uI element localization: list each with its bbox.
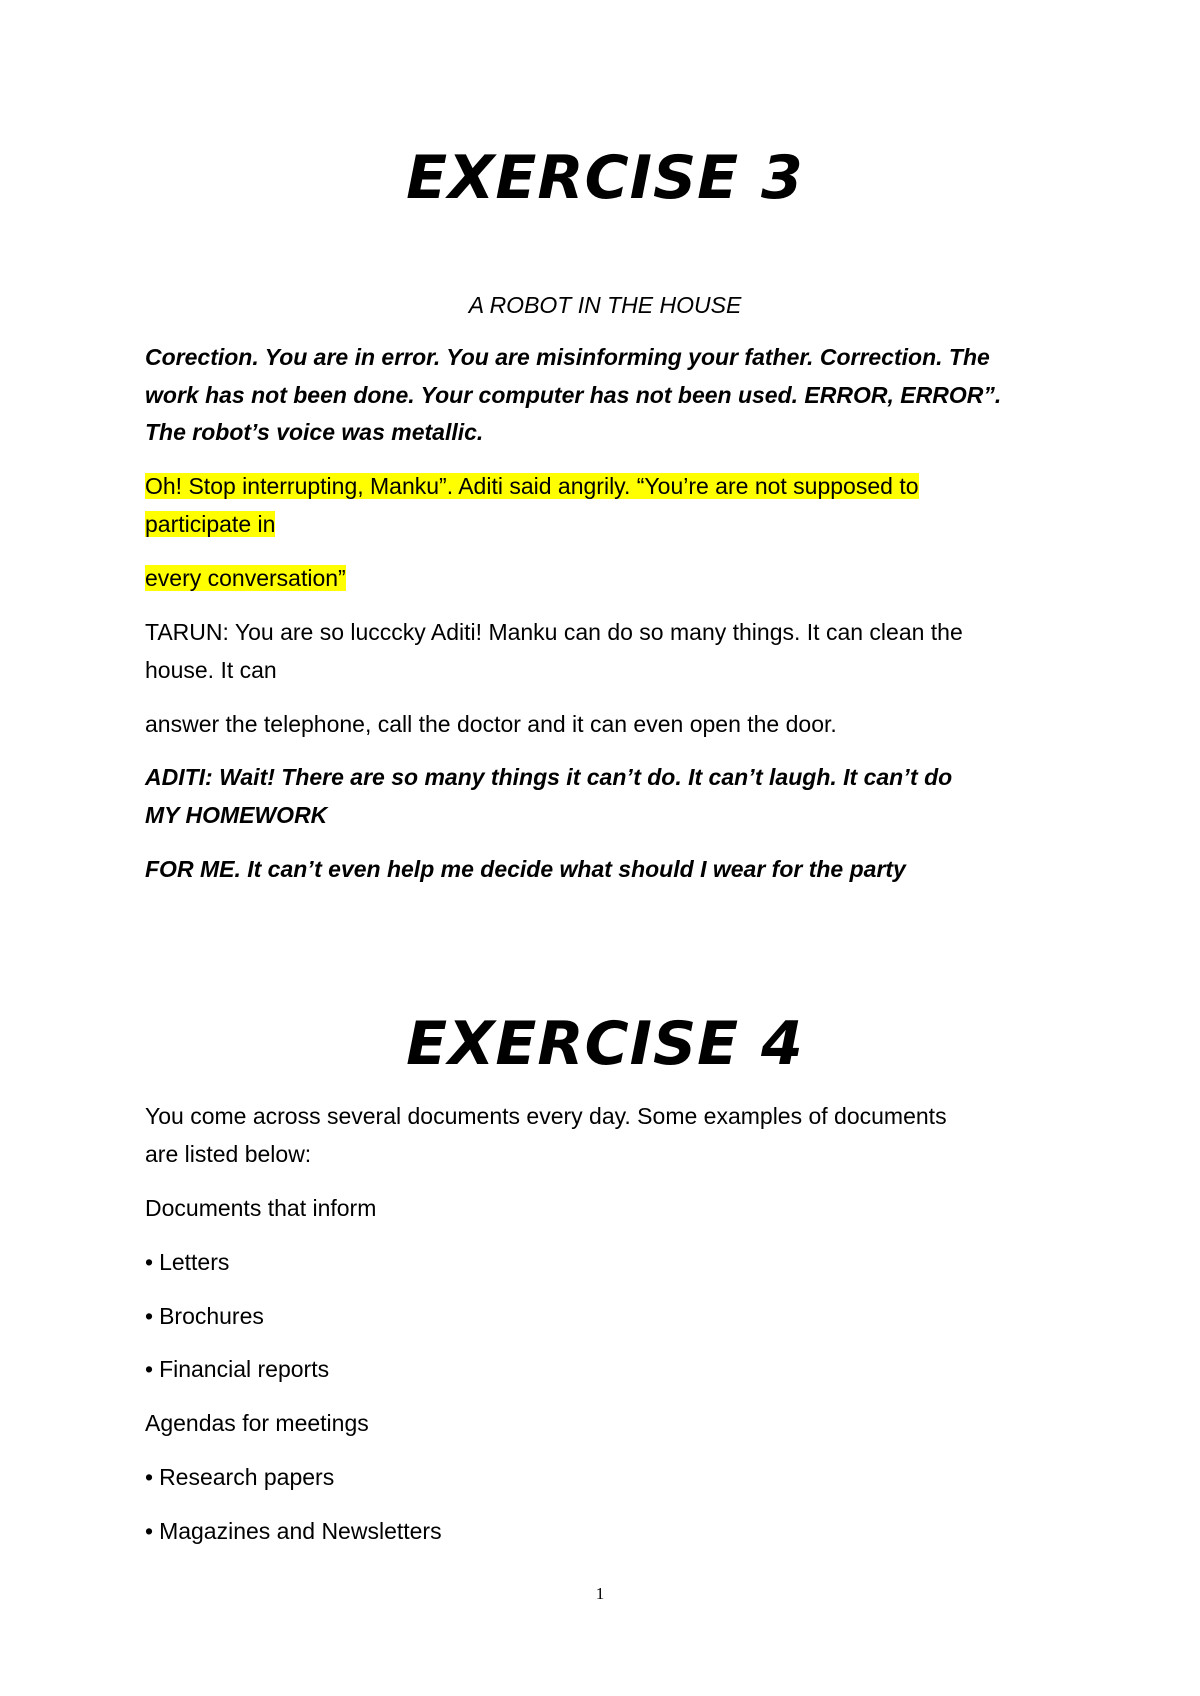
- bullet-icon: •: [145, 1249, 154, 1275]
- aditi-line-1: ADITI: Wait! There are so many things it can’t do. It can’t laugh. It can’t do: [145, 764, 953, 790]
- exercise-3-heading: EXERCISE 3: [406, 143, 804, 213]
- tarun-paragraph-continued: answer the telephone, call the doctor and it can even open the door.: [145, 711, 837, 737]
- highlight-line-3: every conversation”: [145, 565, 346, 591]
- exercise-4-heading: EXERCISE 4: [406, 1009, 804, 1079]
- highlight-paragraph-continued: [145, 560, 1065, 598]
- agendas-label: Agendas for meetings: [145, 1410, 369, 1436]
- list-item-letters: Letters: [159, 1249, 230, 1275]
- robot-line-3: The robot’s voice was metallic.: [145, 419, 484, 445]
- group-label: Documents that inform: [145, 1195, 377, 1221]
- robot-line-2: work has not been done. Your computer has not been used. ERROR, ERROR”.: [145, 381, 1002, 408]
- aditi-paragraph: [145, 759, 1065, 834]
- highlight-line-2: participate in: [145, 510, 276, 537]
- tarun-paragraph: [145, 614, 1065, 689]
- bullet-icon: •: [145, 1356, 154, 1382]
- bullet-icon: •: [145, 1518, 154, 1544]
- list-item-magazines: Magazines and Newsletters: [159, 1518, 442, 1544]
- list-item: [145, 1351, 1065, 1389]
- intro-line-2: are listed below:: [145, 1140, 312, 1167]
- bullet-icon: •: [145, 1464, 154, 1490]
- highlight-line-1: Oh! Stop interrupting, Manku”. Aditi said angrily. “You’re are not supposed to: [145, 473, 919, 499]
- tarun-line-2: house. It can: [145, 656, 277, 683]
- page-number: 1: [595, 1584, 605, 1603]
- list-item: [145, 1298, 1065, 1336]
- list-item-brochures: Brochures: [159, 1303, 264, 1329]
- robot-paragraph: [145, 339, 1065, 452]
- list-item: [145, 1244, 1065, 1282]
- exercise-4-intro: [145, 1098, 1065, 1173]
- list-item: [145, 1513, 1065, 1551]
- list-item-financial-reports: Financial reports: [159, 1356, 330, 1382]
- bullet-icon: •: [145, 1303, 154, 1329]
- list-item-research-papers: Research papers: [159, 1464, 335, 1490]
- robot-line-1: Corection. You are in error. You are misinforming your father. Correction. The: [145, 344, 990, 370]
- tarun-line-1: TARUN: You are so lucccky Aditi! Manku can do so many things. It can clean the: [145, 619, 963, 645]
- aditi-line-2: MY HOMEWORK: [145, 801, 328, 828]
- list-item: [145, 1459, 1065, 1497]
- aditi-highlighted-paragraph: [145, 468, 1065, 543]
- story-subtitle: A ROBOT IN THE HOUSE: [468, 292, 742, 318]
- intro-line-1: You come across several documents every day. Some examples of documents: [145, 1103, 947, 1129]
- aditi-paragraph-continued: FOR ME. It can’t even help me decide what should I wear for the party: [145, 856, 906, 882]
